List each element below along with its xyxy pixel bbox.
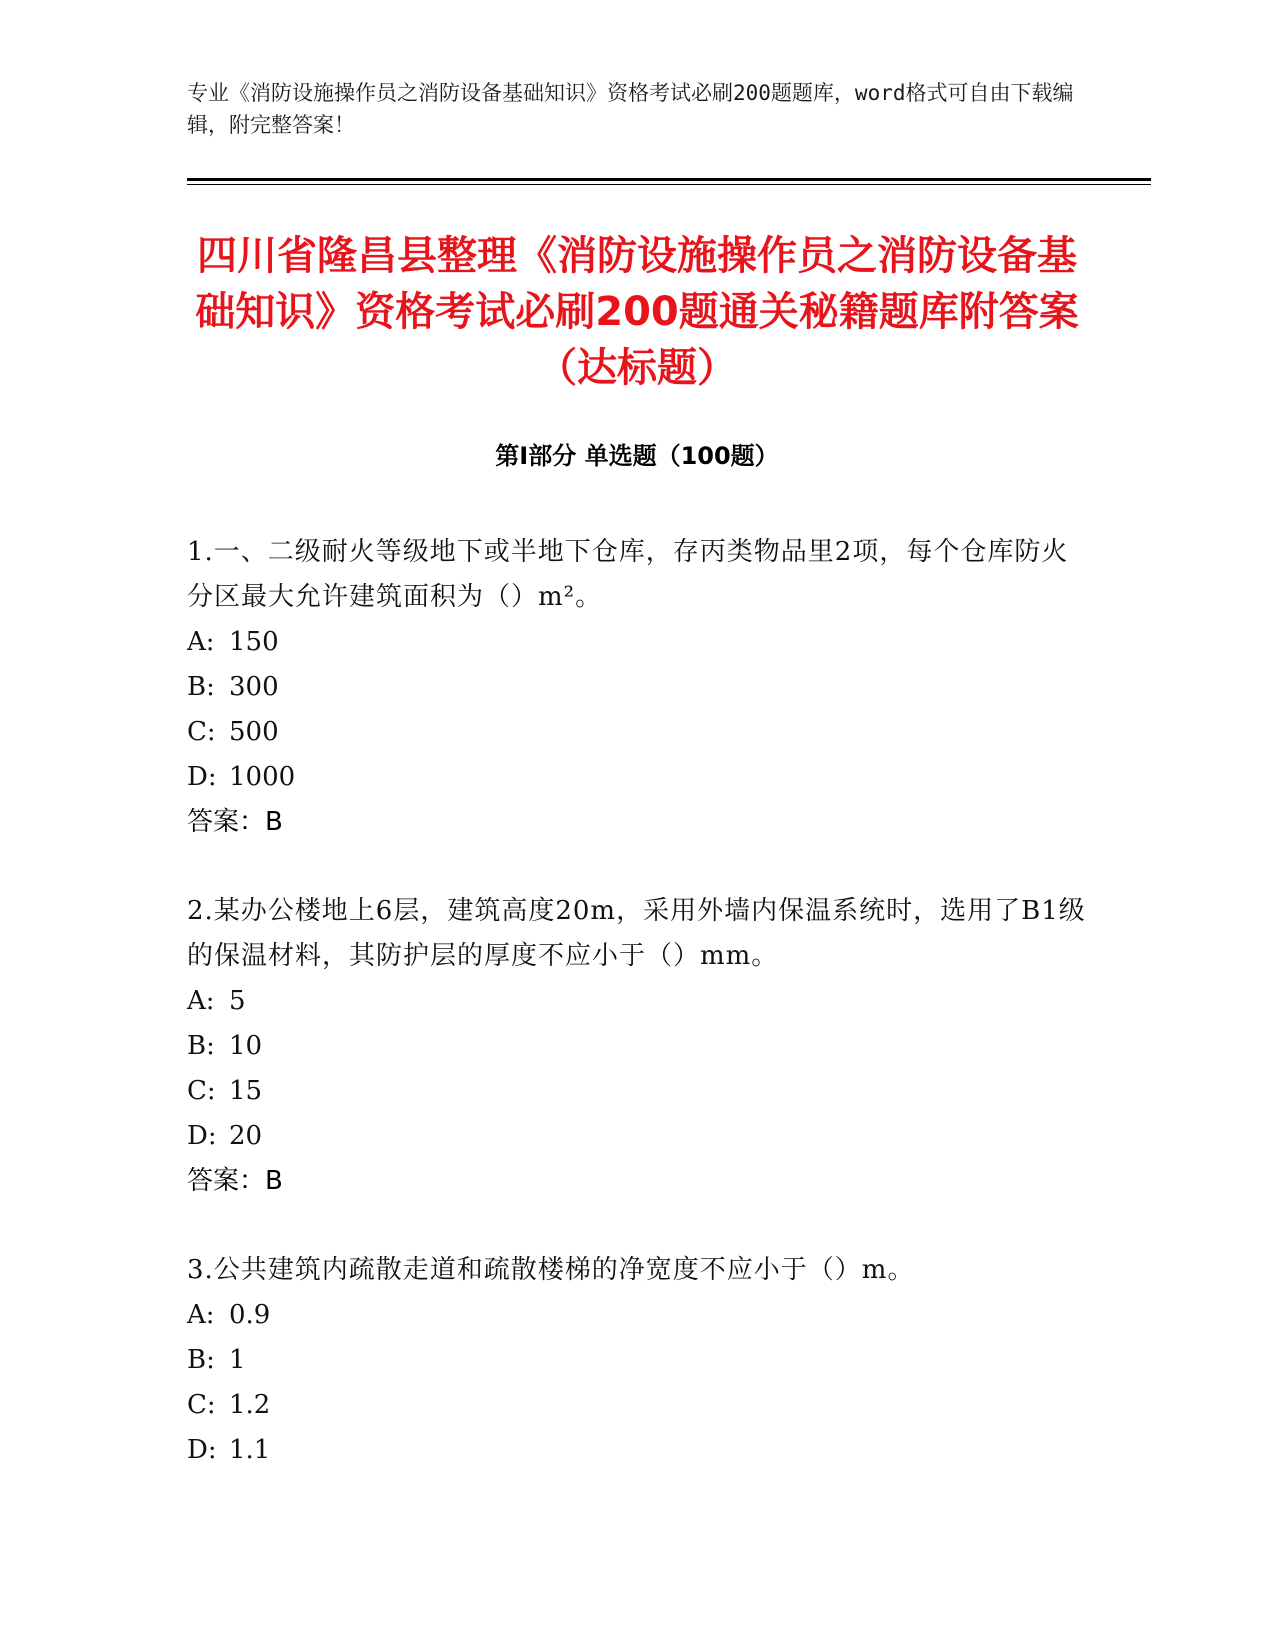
document-title: 四川省隆昌县整理《消防设施操作员之消防设备基础知识》资格考试必刷200题通关秘籍题库附答案（达标题） — [195, 233, 1079, 391]
option-value: 1 — [229, 1345, 246, 1375]
header-note: 专业《消防设施操作员之消防设备基础知识》资格考试必刷200题题库，word格式可自由下载编辑，附完整答案！ — [187, 81, 1074, 137]
answer-line: 答案：B — [187, 1166, 283, 1196]
question-text: 1.一、二级耐火等级地下或半地下仓库，存丙类物品里2项，每个仓库防火分区最大允许建筑面积为（）m²。 — [187, 537, 1069, 612]
option-letter: A: — [187, 986, 215, 1016]
option-letter: B: — [187, 1345, 215, 1375]
option-letter: D: — [187, 1121, 217, 1151]
header-rule-thick — [187, 178, 1151, 181]
option-letter: C: — [187, 1390, 216, 1420]
option-a — [187, 979, 1087, 1024]
option-value: 20 — [229, 1121, 263, 1151]
option-letter: B: — [187, 672, 215, 702]
option-d — [187, 1114, 1087, 1159]
option-c — [187, 710, 1087, 755]
option-value: 5 — [229, 986, 246, 1016]
option-letter: D: — [187, 1435, 217, 1465]
option-letter: B: — [187, 1031, 215, 1061]
option-d — [187, 1428, 1087, 1473]
option-value: 150 — [229, 627, 279, 657]
option-letter: C: — [187, 1076, 216, 1106]
option-value: 500 — [229, 717, 279, 747]
option-value: 0.9 — [229, 1300, 271, 1330]
option-a — [187, 1293, 1087, 1338]
option-a — [187, 620, 1087, 665]
option-b — [187, 1024, 1087, 1069]
option-value: 10 — [229, 1031, 263, 1061]
option-c — [187, 1383, 1087, 1428]
option-b — [187, 1338, 1087, 1383]
question-list — [187, 530, 1087, 1517]
question-2 — [187, 889, 1087, 1204]
answer-line: 答案：B — [187, 807, 283, 837]
option-letter: C: — [187, 717, 216, 747]
option-d — [187, 755, 1087, 800]
question-text: 3.公共建筑内疏散走道和疏散楼梯的净宽度不应小于（）m。 — [187, 1255, 915, 1285]
option-b — [187, 665, 1087, 710]
option-value: 1000 — [229, 762, 296, 792]
header-rule-thin — [187, 184, 1151, 185]
option-value: 1.2 — [229, 1390, 271, 1420]
question-1 — [187, 530, 1087, 845]
option-value: 15 — [229, 1076, 263, 1106]
option-c — [187, 1069, 1087, 1114]
option-letter: A: — [187, 1300, 215, 1330]
question-3 — [187, 1248, 1087, 1473]
option-value: 1.1 — [229, 1435, 271, 1465]
option-letter: A: — [187, 627, 215, 657]
option-value: 300 — [229, 672, 279, 702]
question-text: 2.某办公楼地上6层，建筑高度20m，采用外墙内保温系统时，选用了B1级的保温材料，其防护层的厚度不应小于（）mm。 — [187, 896, 1086, 971]
option-letter: D: — [187, 762, 217, 792]
section-heading: 第Ⅰ部分 单选题（100题） — [495, 442, 779, 470]
